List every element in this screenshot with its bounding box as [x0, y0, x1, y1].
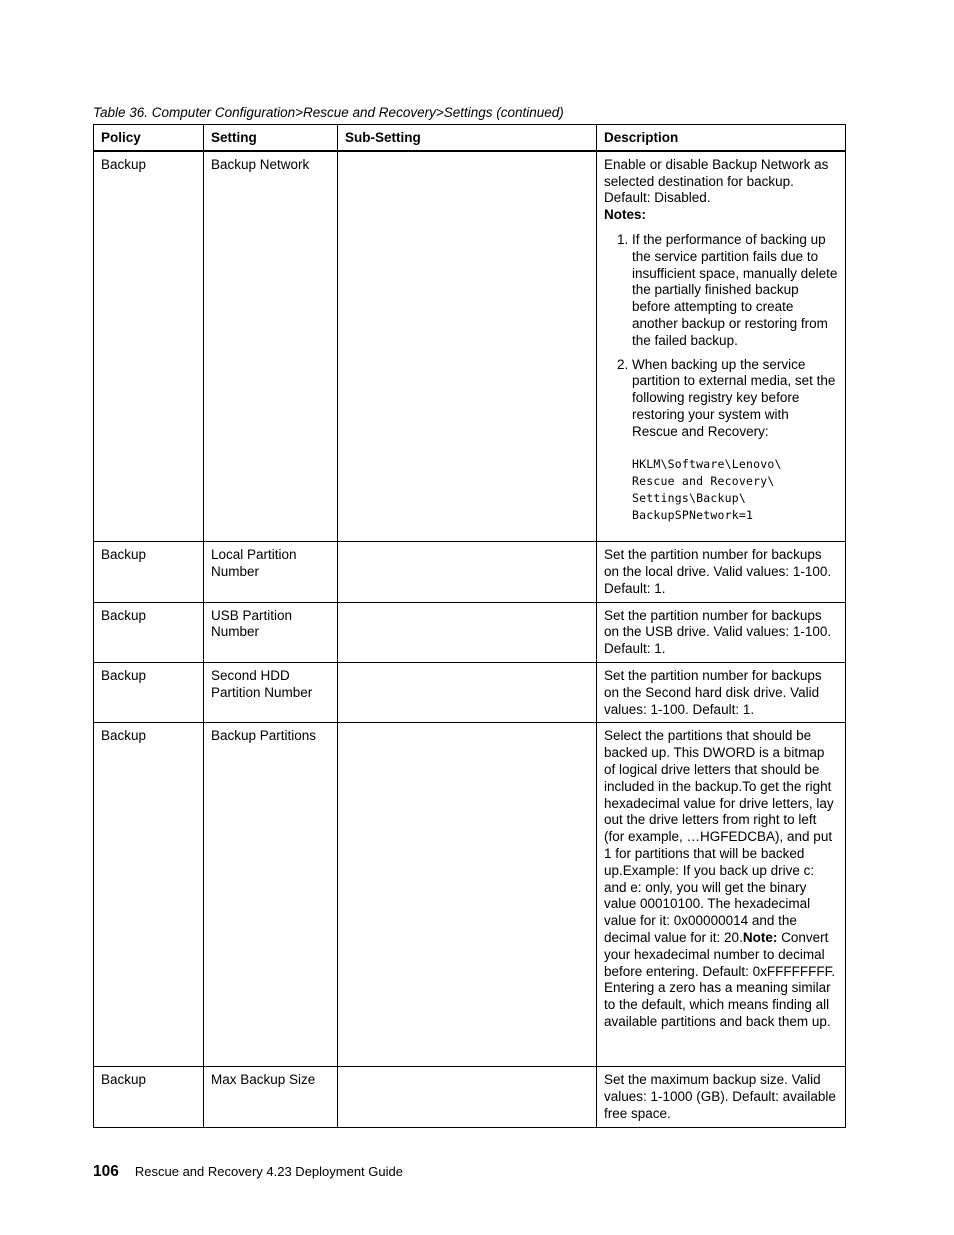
page-number: 106 [93, 1163, 119, 1180]
description-text-continued: Convert your hexadecimal number to decimal before entering. Default: 0xFFFFFFFF. Entering a zero has a meaning similar to the default, which means finding all available partitions and back them up. [604, 930, 836, 1030]
cell-setting: USB Partition Number [204, 602, 338, 662]
note-item [632, 357, 838, 524]
page-footer [93, 1163, 403, 1181]
cell-setting: Backup Network [204, 151, 338, 542]
cell-subsetting [338, 663, 597, 723]
registry-key-code: HKLM\Software\Lenovo\ Rescue and Recovery\ Settings\Backup\ BackupSPNetwork=1 [632, 456, 782, 522]
cell-subsetting [338, 602, 597, 662]
cell-setting: Local Partition Number [204, 542, 338, 602]
cell-description: Set the partition number for backups on the local drive. Valid values: 1-100. Default: 1. [597, 542, 846, 602]
table-row [94, 542, 846, 602]
notes-label: Notes: [604, 207, 647, 223]
cell-subsetting [338, 151, 597, 542]
header-policy: Policy [94, 125, 204, 151]
cell-setting: Backup Partitions [204, 723, 338, 1067]
cell-policy: Backup [94, 602, 204, 662]
cell-description: Set the maximum backup size. Valid values: 1-1000 (GB). Default: available free space. [597, 1067, 846, 1127]
cell-description: Set the partition number for backups on the Second hard disk drive. Valid values: 1-100. Default: 1. [597, 663, 846, 723]
cell-setting: Second HDD Partition Number [204, 663, 338, 723]
table-row [94, 602, 846, 662]
notes-list [604, 232, 838, 524]
table-row [94, 723, 846, 1067]
description-text: Enable or disable Backup Network as selected destination for backup. Default: Disabled. [604, 156, 829, 206]
cell-description [597, 723, 846, 1067]
header-description: Description [597, 125, 846, 151]
note-text: When backing up the service partition to external media, set the following registry key before restoring your system with Rescue and Recovery: [632, 356, 836, 439]
cell-policy: Backup [94, 151, 204, 542]
cell-policy: Backup [94, 542, 204, 602]
settings-table [93, 124, 846, 1128]
inline-note-label: Note: [742, 930, 778, 946]
document-title: Rescue and Recovery 4.23 Deployment Guide [134, 1164, 403, 1179]
description-text: Select the partitions that should be backed up. This DWORD is a bitmap of logical drive letters that should be included in the backup.To get the right hexadecimal value for drive letters, lay out the drive letters from right to left (for example, …HGFEDCBA), and put 1 for partitions that will be backed up.Example: If you back up drive c: and e: only, you will get the binary value 00010100. The hexadecimal value for it: 0x00000014 and the decimal value for it: 20. [604, 728, 834, 946]
cell-setting: Max Backup Size [204, 1067, 338, 1127]
cell-policy: Backup [94, 1067, 204, 1127]
table-row [94, 1067, 846, 1127]
header-setting: Setting [204, 125, 338, 151]
table-caption: Table 36. Computer Configuration>Rescue and Recovery>Settings (continued) [93, 105, 564, 120]
table-header-row [94, 125, 846, 151]
header-subsetting: Sub-Setting [338, 125, 597, 151]
table-row [94, 663, 846, 723]
cell-policy: Backup [94, 663, 204, 723]
cell-subsetting [338, 542, 597, 602]
cell-description [597, 151, 846, 542]
cell-policy: Backup [94, 723, 204, 1067]
cell-subsetting [338, 1067, 597, 1127]
cell-subsetting [338, 723, 597, 1067]
cell-description: Set the partition number for backups on the USB drive. Valid values: 1-100. Default: 1. [597, 602, 846, 662]
table-row [94, 151, 846, 542]
note-item: 1. If the performance of backing up the service partition fails due to insufficient space, manually delete the partially finished backup before attempting to create another backup or restoring from the failed backup. [632, 232, 838, 350]
